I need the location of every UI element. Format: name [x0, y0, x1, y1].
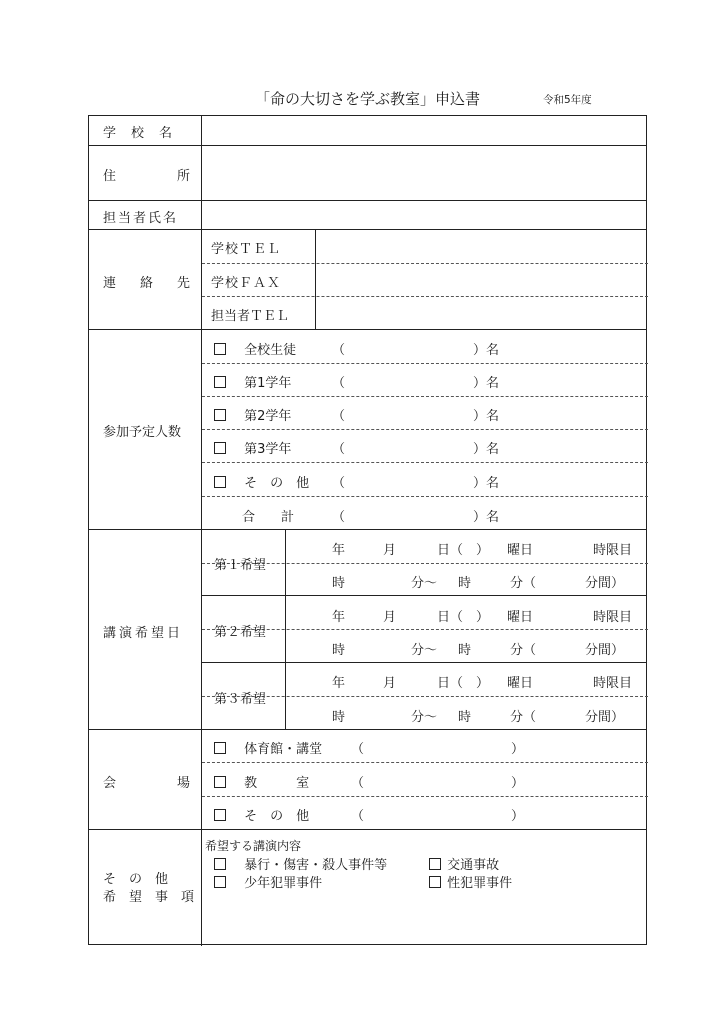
- school-fax-label: 学校ＦＡＸ: [211, 276, 282, 291]
- venue-row[interactable]: [214, 805, 309, 824]
- hour-unit: 時: [458, 710, 472, 725]
- person-field[interactable]: [203, 202, 646, 228]
- day-unit: 日（ ）: [437, 543, 490, 558]
- dashed-line: [202, 762, 648, 763]
- topic-label: 暴行・傷害・殺人事件等: [244, 858, 388, 873]
- divider: [89, 145, 646, 146]
- venue-label: 教 室: [244, 776, 310, 791]
- person-tel-field[interactable]: [317, 298, 647, 328]
- minute-unit: 分（: [510, 710, 537, 725]
- minute-from-unit: 分～: [411, 643, 438, 658]
- count-suffix: ）名: [473, 510, 500, 525]
- paren-close: ）: [511, 742, 525, 757]
- duration-unit: 分間）: [585, 576, 625, 591]
- divider: [202, 662, 646, 663]
- topic-option[interactable]: [214, 872, 322, 891]
- hour-unit: 時: [458, 643, 472, 658]
- weekday-unit: 曜日: [507, 676, 534, 691]
- participant-label: 全校生徒: [244, 343, 297, 358]
- divider: [89, 200, 646, 201]
- weekday-unit: 曜日: [507, 543, 534, 558]
- checkbox[interactable]: [214, 809, 226, 821]
- requested-content-heading: 希望する講演内容: [205, 839, 302, 853]
- lecture-date-label: 講演希望日: [103, 626, 184, 641]
- period-unit: 時限目: [593, 676, 633, 691]
- duration-unit: 分間）: [585, 643, 625, 658]
- school-tel-label: 学校ＴＥＬ: [211, 242, 282, 257]
- period-unit: 時限目: [593, 543, 633, 558]
- contact-label-3: 先: [177, 276, 191, 291]
- topic-label: 少年犯罪事件: [244, 876, 323, 891]
- divider: [89, 229, 646, 230]
- count-suffix: ）名: [473, 409, 500, 424]
- contact-label-2: 絡: [140, 276, 154, 291]
- paren-close: ）: [511, 776, 525, 791]
- checkbox[interactable]: [429, 858, 441, 870]
- count-input[interactable]: [347, 402, 467, 426]
- venue-label-2: 場: [177, 776, 191, 791]
- address-label-2: 所: [177, 169, 191, 184]
- dashed-line: [202, 396, 648, 397]
- divider: [89, 329, 646, 330]
- paren-close: ）: [511, 809, 525, 824]
- participant-row[interactable]: [214, 438, 291, 457]
- divider: [89, 529, 646, 530]
- count-input[interactable]: [347, 369, 467, 393]
- divider: [202, 595, 646, 596]
- checkbox[interactable]: [214, 409, 226, 421]
- checkbox[interactable]: [214, 343, 226, 355]
- checkbox[interactable]: [214, 858, 226, 870]
- dashed-line: [202, 429, 648, 430]
- venue-row[interactable]: [214, 738, 322, 757]
- paren-open: （: [351, 809, 365, 824]
- venue-label-1: 会: [103, 776, 117, 791]
- participant-label: 第2学年: [244, 409, 292, 424]
- dashed-line: [202, 696, 648, 697]
- dashed-line: [202, 563, 648, 564]
- participant-row[interactable]: [214, 339, 296, 358]
- checkbox[interactable]: [214, 776, 226, 788]
- paren-open: （: [332, 510, 346, 525]
- count-suffix: ）名: [473, 376, 500, 391]
- paren-open: （: [351, 742, 365, 757]
- minute-unit: 分（: [510, 643, 537, 658]
- minute-from-unit: 分～: [411, 710, 438, 725]
- hour-unit: 時: [332, 576, 346, 591]
- person-tel-label: 担当者ＴＥＬ: [211, 309, 290, 324]
- participant-row[interactable]: [214, 405, 291, 424]
- minute-from-unit: 分～: [411, 576, 438, 591]
- school-fax-field[interactable]: [317, 265, 647, 295]
- count-suffix: ）名: [473, 442, 500, 457]
- contact-divider: [315, 229, 316, 329]
- count-input[interactable]: [347, 336, 467, 360]
- checkbox[interactable]: [429, 876, 441, 888]
- dashed-line: [202, 296, 648, 297]
- count-input[interactable]: [347, 435, 467, 459]
- year-unit: 年: [332, 543, 346, 558]
- venue-label: 体育館・講堂: [244, 742, 323, 757]
- duration-unit: 分間）: [585, 710, 625, 725]
- paren-open: （: [332, 442, 346, 457]
- school-name-label: 学 校 名: [103, 126, 174, 141]
- count-input[interactable]: [347, 469, 467, 493]
- participants-label: 参加予定人数: [103, 425, 182, 440]
- fiscal-year: 令和5年度: [543, 94, 592, 106]
- topic-option[interactable]: [429, 854, 499, 873]
- dashed-line: [202, 629, 648, 630]
- form-title: 「命の大切さを学ぶ教室」申込書: [255, 90, 481, 108]
- checkbox[interactable]: [214, 442, 226, 454]
- year-unit: 年: [332, 676, 346, 691]
- checkbox[interactable]: [214, 476, 226, 488]
- day-unit: 日（ ）: [437, 610, 490, 625]
- topic-option[interactable]: [214, 854, 387, 873]
- school-tel-field[interactable]: [317, 231, 647, 262]
- period-unit: 時限目: [593, 610, 633, 625]
- dashed-line: [202, 263, 648, 264]
- participant-row[interactable]: [214, 372, 291, 391]
- count-suffix: ）名: [473, 476, 500, 491]
- checkbox[interactable]: [214, 376, 226, 388]
- count-input[interactable]: [347, 503, 467, 527]
- paren-open: （: [332, 376, 346, 391]
- first-choice-label: 第１希望: [214, 558, 267, 573]
- topic-label: 性犯罪事件: [447, 876, 513, 891]
- topic-option[interactable]: [429, 872, 512, 891]
- dashed-line: [202, 462, 648, 463]
- venue-label: そ の 他: [244, 809, 310, 824]
- participant-label: そ の 他: [244, 476, 310, 491]
- minute-unit: 分（: [510, 576, 537, 591]
- label-column-divider: [201, 116, 202, 946]
- school-name-field[interactable]: [203, 117, 646, 144]
- participant-row[interactable]: [214, 472, 309, 491]
- year-unit: 年: [332, 610, 346, 625]
- dashed-line: [202, 363, 648, 364]
- person-label: 担当者氏名: [103, 211, 179, 226]
- hour-unit: 時: [332, 710, 346, 725]
- topic-label: 交通事故: [447, 858, 500, 873]
- other-label-2: 希 望 事 項: [103, 890, 195, 905]
- day-unit: 日（ ）: [437, 676, 490, 691]
- month-unit: 月: [383, 676, 397, 691]
- contact-label-1: 連: [103, 276, 117, 291]
- month-unit: 月: [383, 610, 397, 625]
- dashed-line: [202, 496, 648, 497]
- address-field[interactable]: [203, 147, 646, 199]
- third-choice-label: 第３希望: [214, 692, 267, 707]
- paren-open: （: [332, 343, 346, 358]
- paren-open: （: [332, 476, 346, 491]
- application-form: [88, 115, 647, 945]
- hour-unit: 時: [332, 643, 346, 658]
- total-label: 合 計: [242, 510, 295, 525]
- checkbox[interactable]: [214, 742, 226, 754]
- paren-open: （: [332, 409, 346, 424]
- venue-row[interactable]: [214, 772, 309, 791]
- address-label-1: 住: [103, 169, 117, 184]
- divider: [89, 729, 646, 730]
- hour-unit: 時: [458, 576, 472, 591]
- weekday-unit: 曜日: [507, 610, 534, 625]
- paren-open: （: [351, 776, 365, 791]
- participant-label: 第1学年: [244, 376, 292, 391]
- count-suffix: ）名: [473, 343, 500, 358]
- dashed-line: [202, 796, 648, 797]
- participant-label: 第3学年: [244, 442, 292, 457]
- second-choice-label: 第２希望: [214, 625, 267, 640]
- divider: [89, 829, 646, 830]
- other-label-1: そ の 他: [103, 872, 169, 887]
- checkbox[interactable]: [214, 876, 226, 888]
- month-unit: 月: [383, 543, 397, 558]
